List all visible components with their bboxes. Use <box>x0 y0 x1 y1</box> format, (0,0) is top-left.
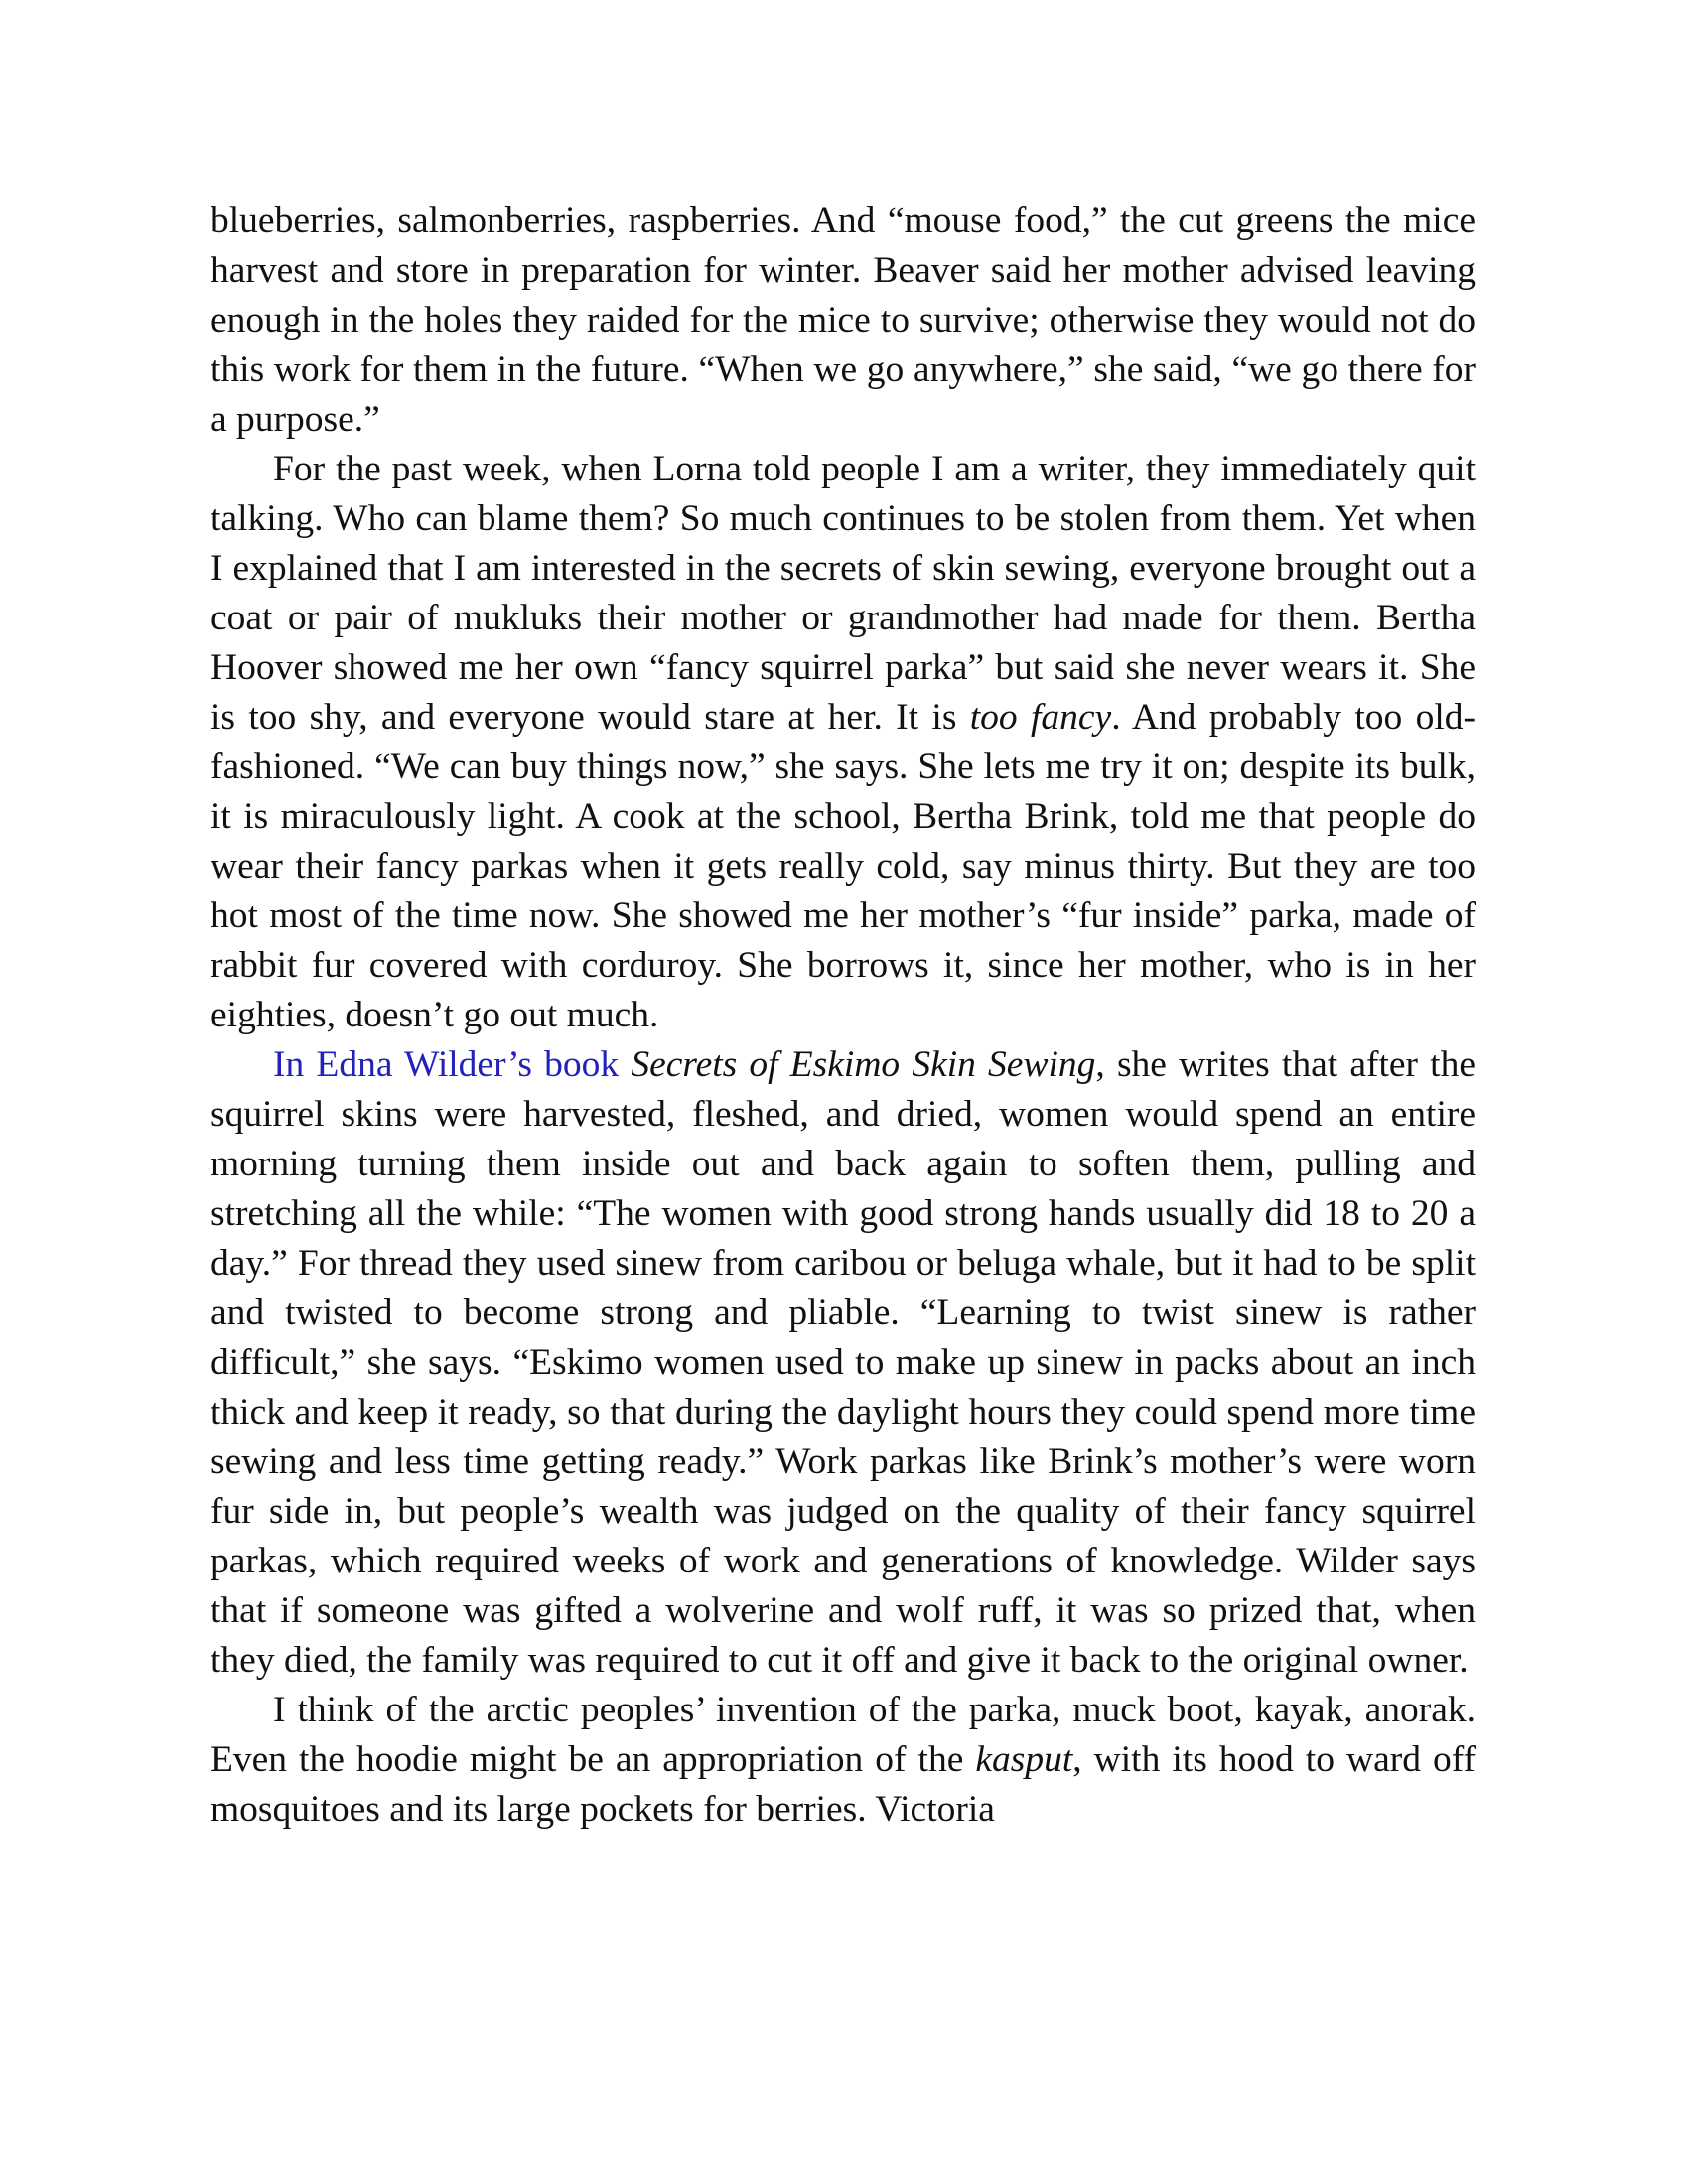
book-title: Secrets of Eskimo Skin Sewing <box>631 1044 1096 1085</box>
paragraph-3-text: , she writes that after the squirrel skins were harvested, fleshed, and dried, women would spend an entire morning turning them inside out and back again to soften them, pulling and stretching all the while: “The women with good strong hands usually did 18 to 20 a day.” For thread they used sinew from caribou or beluga whale, but it had to be split and twisted to become strong and pliable. “Learning to twist sinew is rather difficult,” she says. “Eskimo women used to make up sinew in packs about an inch thick and keep it ready, so that during the daylight hours they could spend more time sewing and less time getting ready.” Work parkas like Brink’s mother’s were worn fur side in, but people’s wealth was judged on the quality of their fancy squirrel parkas, which required weeks of work and generations of knowledge. Wilder says that if someone was gifted a wolverine and wolf ruff, it was so prized that, when they died, the family was required to cut it off and give it back to the original owner. <box>211 1044 1476 1681</box>
paragraph-4-text-end: , with its hood to ward off mosquitoes and its large pockets for berries. Victoria <box>211 1739 1477 1830</box>
kasput-term: kasput <box>975 1739 1073 1780</box>
paragraph-4 <box>211 1686 1476 1835</box>
paragraph-2-text-start: For the past week, when Lorna told people I am a writer, they immediately quit talking. Who can blame them? So much continues to be stolen from them. Yet when I explained that I am interested in the secrets of skin sewing, everyone brought out a coat or pair of mukluks their mother or grandmother had made for them. Bertha Hoover showed me her own “fancy squirrel parka” but said she never wears it. She is too shy, and everyone would stare at her. It is <box>211 449 1476 738</box>
book-reference-link[interactable]: In Edna Wilder’s book <box>273 1044 620 1085</box>
paragraph-2-italic-phrase: too fancy <box>969 697 1112 738</box>
paragraph-3 <box>211 1040 1476 1686</box>
document-page <box>211 197 1476 1835</box>
paragraph-2-text-end: . And probably too old-fashioned. “We can buy things now,” she says. She lets me try it on; despite its bulk, it is miraculously light. A cook at the school, Bertha Brink, told me that people do wear their fancy parkas when it gets really cold, say minus thirty. But they are too hot most of the time now. She showed me her mother’s “fur inside” parka, made of rabbit fur covered with corduroy. She borrows it, since her mother, who is in her eighties, doesn’t go out much. <box>211 697 1476 1035</box>
paragraph-1-text: blueberries, salmonberries, raspberries. And “mouse food,” the cut greens the mice harvest and store in preparation for winter. Beaver said her mother advised leaving enough in the holes they raided for the mice to survive; otherwise they would not do this work for them in the future. “When we go anywhere,” she said, “we go there for a purpose.” <box>211 201 1476 440</box>
paragraph-2 <box>211 445 1476 1040</box>
paragraph-1 <box>211 197 1476 445</box>
paragraph-4-text-start: I think of the arctic peoples’ invention of the parka, muck boot, kayak, anorak. Even the hoodie might be an appropriation of the <box>211 1690 1476 1780</box>
paragraph-3-space <box>619 1044 631 1085</box>
